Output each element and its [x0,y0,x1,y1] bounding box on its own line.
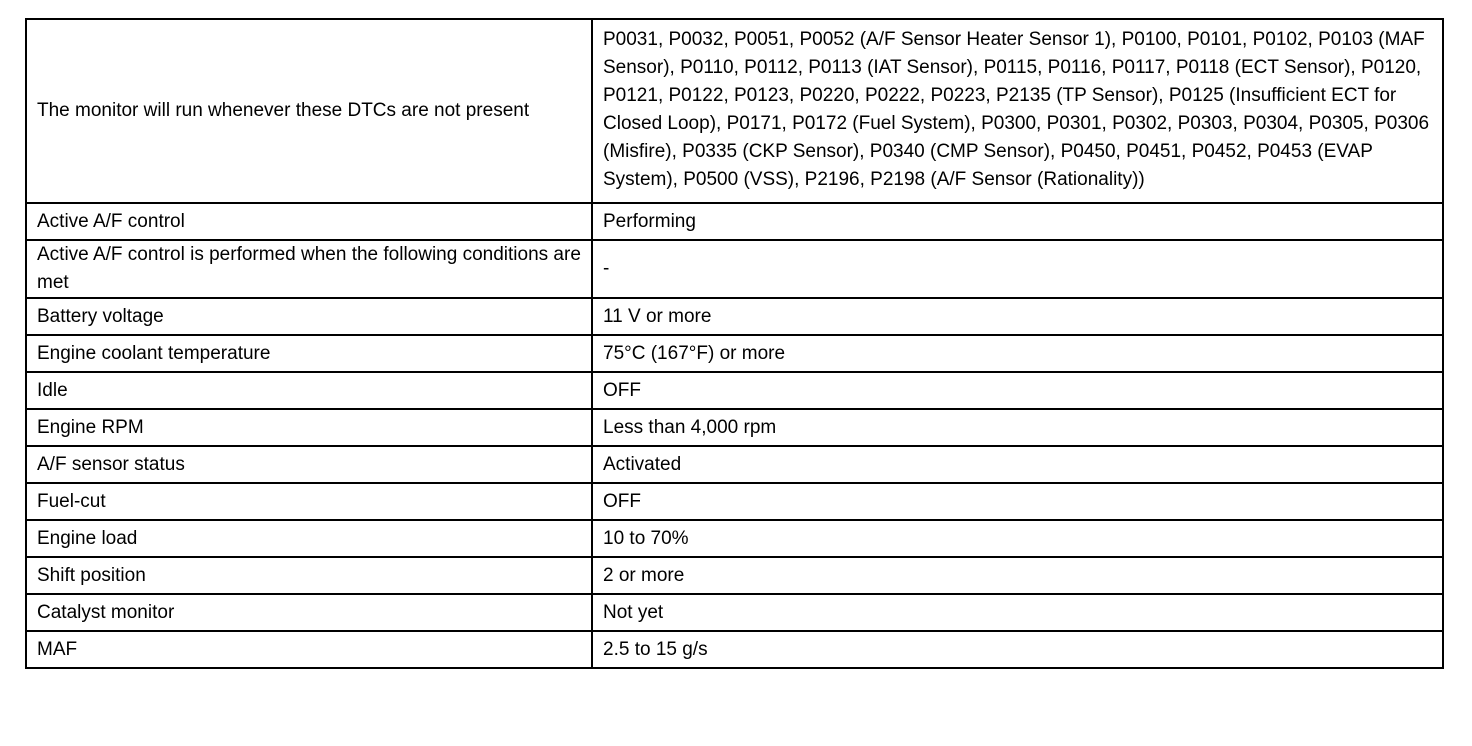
condition-value-cell: P0031, P0032, P0051, P0052 (A/F Sensor Heater Sensor 1), P0100, P0101, P0102, P0103 (MAF Sensor), P0110, P0112, P0113 (IAT Sensor), P0115, P0116, P0117, P0118 (ECT Sensor), P0120, P0121, P0122, P0123, P0220, P0222, P0223, P2135 (TP Sensor), P0125 (Insufficient ECT for Closed Loop), P0171, P0172 (Fuel System), P0300, P0301, P0302, P0303, P0304, P0305, P0306 (Misfire), P0335 (CKP Sensor), P0340 (CMP Sensor), P0450, P0451, P0452, P0453 (EVAP System), P0500 (VSS), P2196, P2198 (A/F Sensor (Rationality)) [592,19,1443,203]
condition-item-cell: A/F sensor status [26,446,592,483]
condition-item-cell: Battery voltage [26,298,592,335]
condition-value-cell: Performing [592,203,1443,240]
condition-item-cell: Shift position [26,557,592,594]
condition-value-cell: 2 or more [592,557,1443,594]
condition-value-cell: Activated [592,446,1443,483]
table-row [26,335,1443,372]
condition-value-cell: OFF [592,372,1443,409]
table-row [26,557,1443,594]
table-row [26,372,1443,409]
condition-item-cell: Engine load [26,520,592,557]
condition-value-cell: 2.5 to 15 g/s [592,631,1443,668]
table-row [26,298,1443,335]
table-row [26,19,1443,203]
condition-item-cell: The monitor will run whenever these DTCs are not present [26,19,592,203]
table-row [26,240,1443,298]
condition-item-cell: Active A/F control is performed when the following conditions are met [26,240,592,298]
table-row [26,203,1443,240]
table-row [26,409,1443,446]
monitor-conditions-table [25,18,1444,669]
table-row [26,631,1443,668]
condition-item-cell: Idle [26,372,592,409]
condition-value-cell: 11 V or more [592,298,1443,335]
condition-item-cell: Catalyst monitor [26,594,592,631]
table-row [26,483,1443,520]
condition-item-cell: Engine coolant temperature [26,335,592,372]
table-row [26,446,1443,483]
condition-value-cell: 75°C (167°F) or more [592,335,1443,372]
condition-value-cell: Less than 4,000 rpm [592,409,1443,446]
condition-value-cell: 10 to 70% [592,520,1443,557]
table-row [26,520,1443,557]
condition-item-cell: MAF [26,631,592,668]
condition-item-cell: Fuel-cut [26,483,592,520]
condition-value-cell: OFF [592,483,1443,520]
condition-value-cell: - [592,240,1443,298]
table-row [26,594,1443,631]
condition-item-cell: Active A/F control [26,203,592,240]
condition-value-cell: Not yet [592,594,1443,631]
condition-item-cell: Engine RPM [26,409,592,446]
